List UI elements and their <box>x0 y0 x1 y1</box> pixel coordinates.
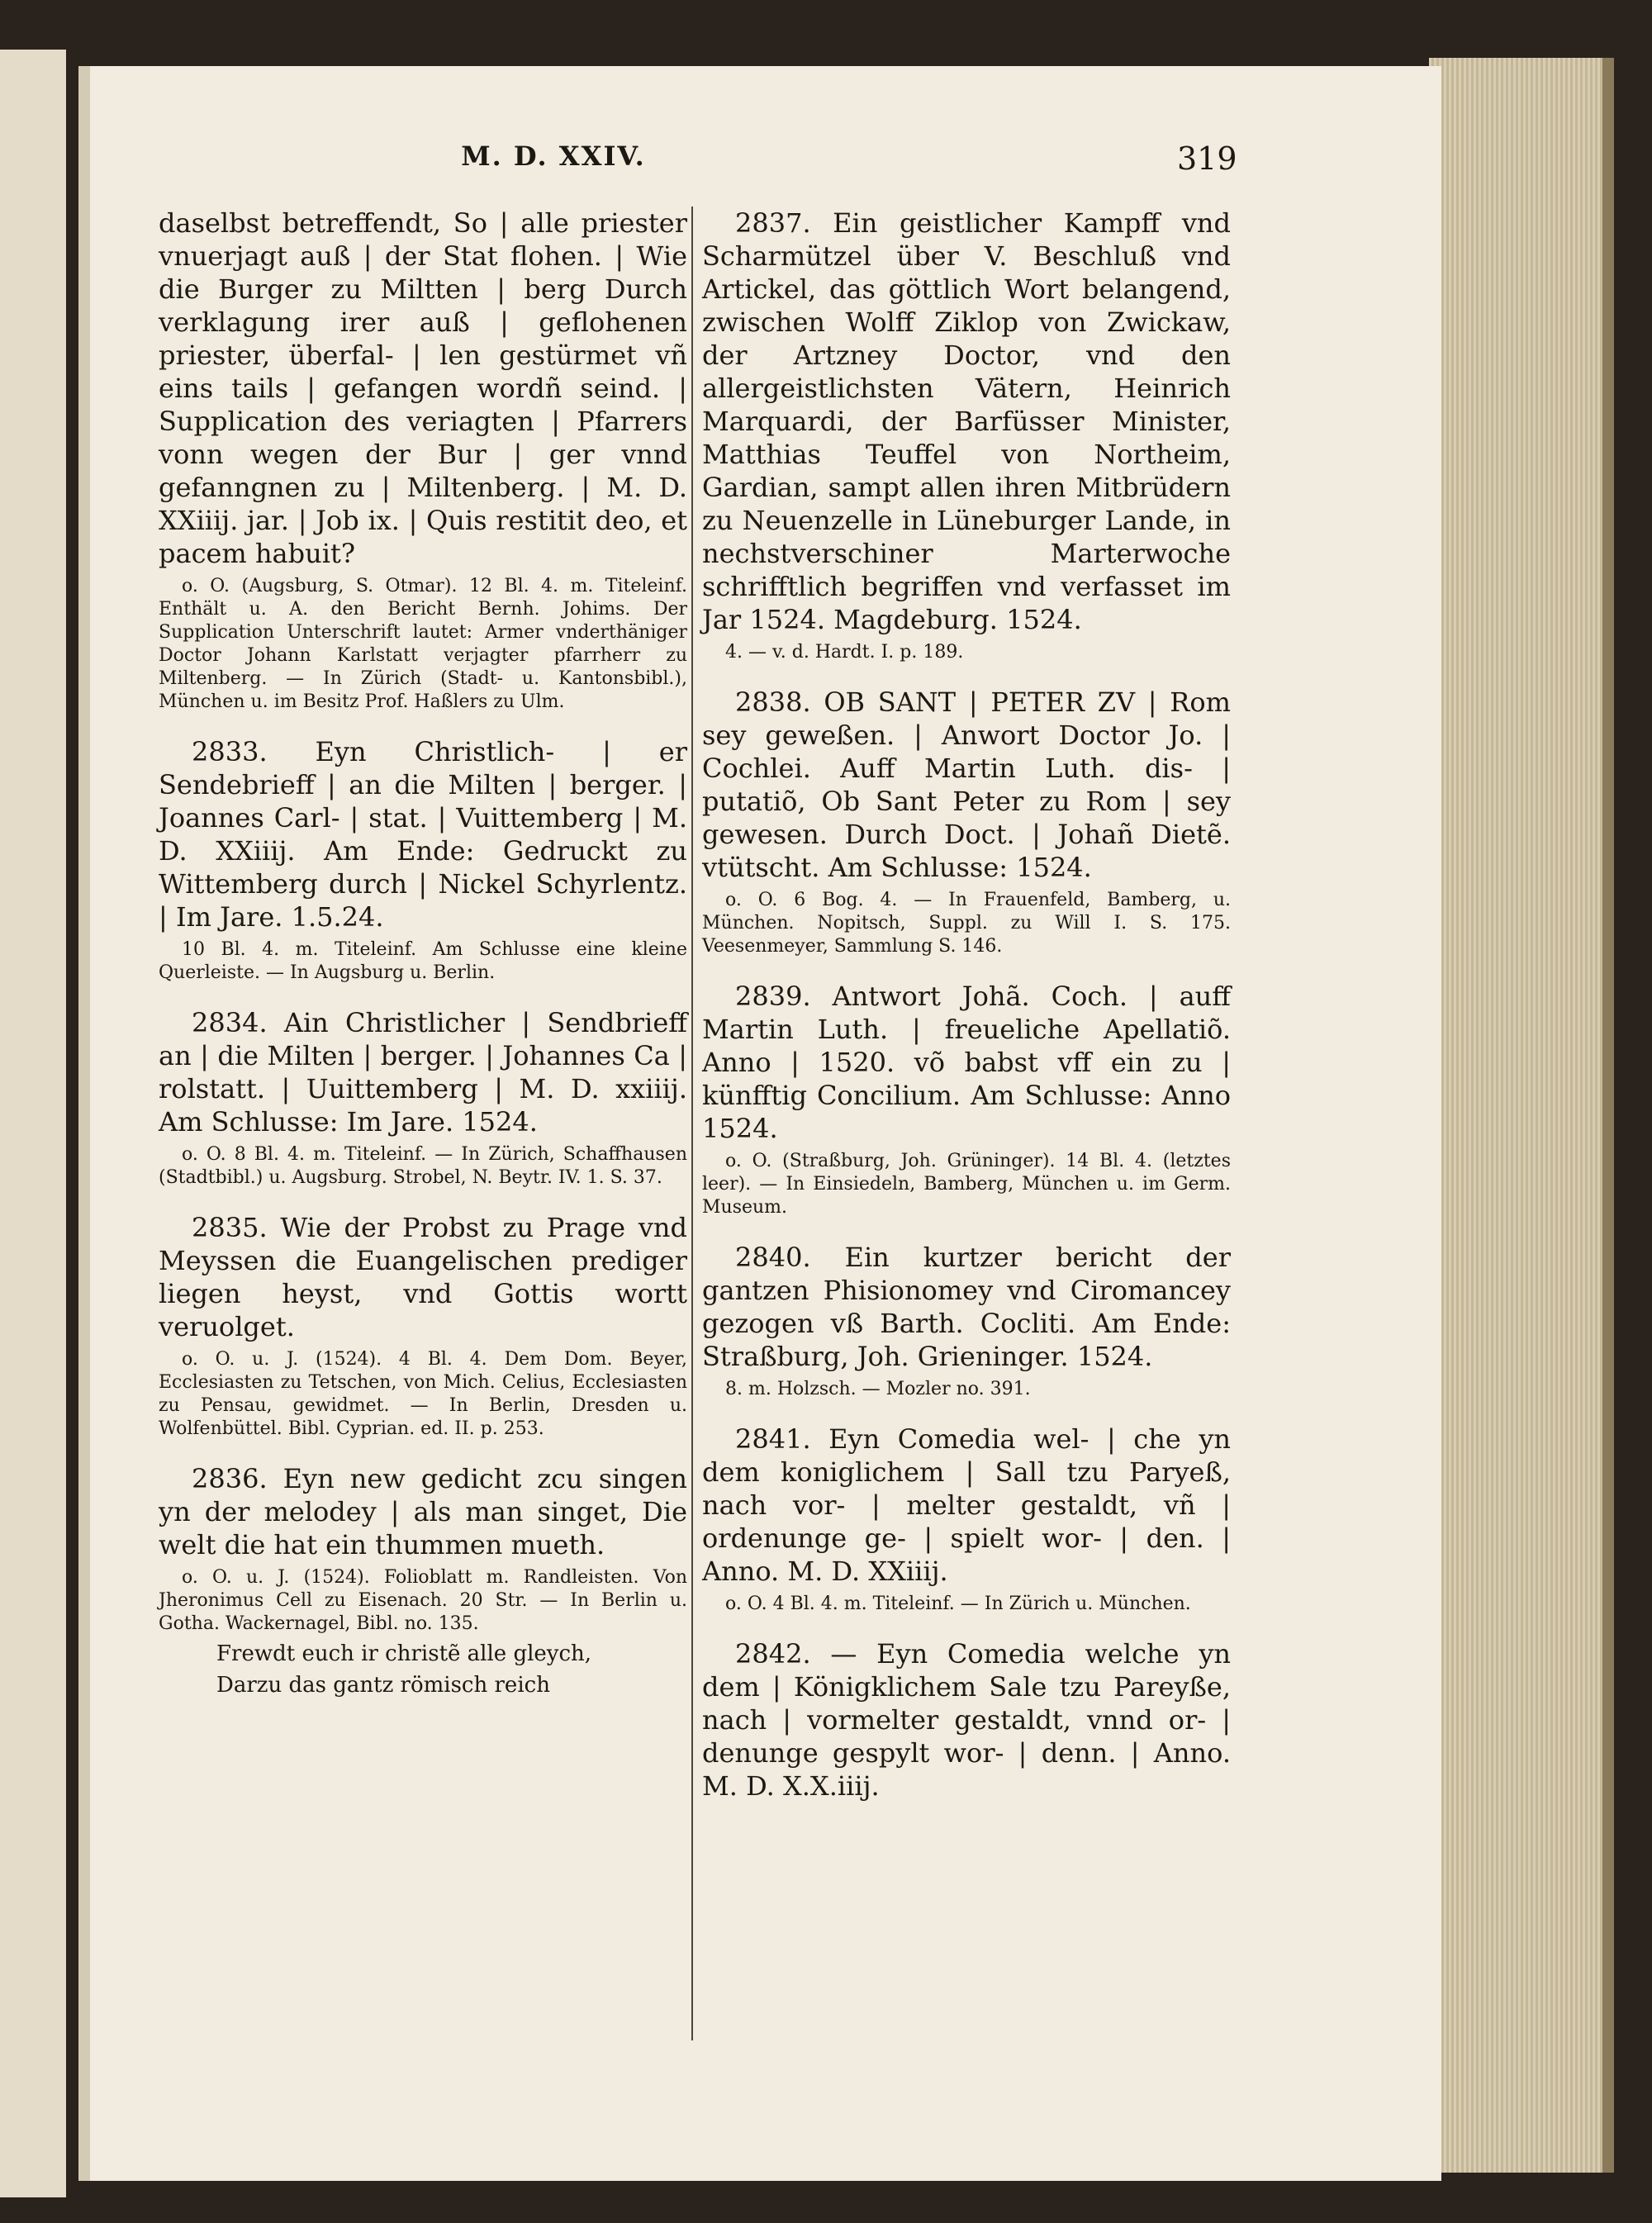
entry-text: 2842. — Eyn Comedia welche yn dem | Königklichem Sale tzu Pareyße, nach | vormelter gestaldt, vnnd or- | denunge gespylt wor- | denn. | Anno. M. D. X.X.iiij. <box>702 1638 1231 1802</box>
entry-note: o. O. 8 Bl. 4. m. Titeleinf. — In Zürich, Schaffhausen (Stadtbibl.) u. Augsburg. Strobel, N. Beytr. IV. 1. S. 37. <box>159 1144 687 1188</box>
entry-note: 8. m. Holzsch. — Mozler no. 391. <box>725 1379 1031 1399</box>
entry-note: o. O. (Augsburg, S. Otmar). 12 Bl. 4. m. Titeleinf. Enthält u. A. den Bericht Bernh. Johims. Der Supplication Unterschrift lautet: Armer vnderthäniger Doctor Johann Karlstatt verjagter pfarrherr zu Miltenberg. — In Zürich (Stadt- u. Kantonsbibl.), München u. im Besitz Prof. Haßlers zu Ulm. <box>159 576 687 712</box>
entry-2840 <box>702 1241 1231 1401</box>
entry-text: 2833. Eyn Christlich- | er Sendebrieff | an die Milten | berger. | Joannes Carl- | stat. | Vuittemberg | M. D. XXiiij. Am Ende: Gedruckt zu Wittemberg durch | Nickel Schyrlentz. | Im Jare. 1.5.24. <box>159 736 687 933</box>
entry-text: 2839. Antwort Johã. Coch. | auff Martin Luth. | freueliche Apellatiõ. Anno | 1520. võ babst vff ein zu | künfftig Concilium. Am Schlusse: Anno 1524. <box>702 981 1231 1144</box>
entry-2837 <box>702 207 1231 664</box>
entry-text: 2841. Eyn Comedia wel- | che yn dem koniglichem | Sall tzu Paryeß, nach vor- | melter gestaldt, vñ | ordenunge ge- | spielt wor- | den. | Anno. M. D. XXiiij. <box>702 1423 1231 1587</box>
running-head: M. D. XXIV. <box>461 140 646 172</box>
page-gutter <box>78 66 90 2181</box>
verse-line: Darzu das gantz römisch reich <box>216 1673 550 1698</box>
entry-2833 <box>159 735 687 985</box>
book-page <box>78 66 1441 2181</box>
verse-line: Frewdt euch ir christẽ alle gleych, <box>216 1641 592 1666</box>
page-block-edge <box>1429 58 1614 2173</box>
entry-note: 10 Bl. 4. m. Titeleinf. Am Schlusse eine kleine Querleiste. — In Augsburg u. Berlin. <box>159 939 687 983</box>
entry-note: o. O. 4 Bl. 4. m. Titeleinf. — In Zürich u. München. <box>725 1594 1191 1614</box>
entry-text: 2835. Wie der Probst zu Prage vnd Meyssen die Euangelischen prediger liegen heyst, vnd Gottis wortt veruolget. <box>159 1212 687 1342</box>
entry-2838 <box>702 686 1231 958</box>
entry-text: 2834. Ain Christlicher | Sendbrieff an | die Milten | berger. | Johannes Ca | rolstatt. | Uuittemberg | M. D. xxiiij. Am Schlusse: Im Jare. 1524. <box>159 1007 687 1138</box>
entry-text: 2840. Ein kurtzer bericht der gantzen Phisionomey vnd Ciromancey gezogen vß Barth. Cocliti. Am Ende: Straßburg, Joh. Grieninger. 1524. <box>702 1242 1231 1372</box>
entry-text: 2838. OB SANT | PETER ZV | Rom sey geweßen. | Anwort Doctor Jo. | Cochlei. Auff Martin Luth. dis- | putatiõ, Ob Sant Peter zu Rom | sey gewesen. Durch Doct. | Johañ Dietẽ. vtütscht. Am Schlusse: 1524. <box>702 686 1231 883</box>
left-column <box>159 207 687 1720</box>
entry-2839 <box>702 980 1231 1219</box>
entry-text: daselbst betreffendt, So | alle priester vnuerjagt auß | der Stat flohen. | Wie die Burger zu Miltten | berg Durch verklagung irer auß | geflohenen priester, überfal- | len gestürmet vñ eins tails | gefangen wordñ seind. | Supplication des veriagten | Pfarrers vonn wegen der Bur | ger vnnd gefanngnen zu | Miltenberg. | M. D. XXiiij. jar. | Job ix. | Quis restitit deo, et pacem habuit? <box>159 207 687 569</box>
entry-2836 <box>159 1462 687 1698</box>
entry-text: 2837. Ein geistlicher Kampff vnd Scharmützel über V. Beschluß vnd Artickel, das göttlich Wort belangend, zwischen Wolff Ziklop von Zwickaw, der Artzney Doctor, vnd den allergeistlichsten Vätern, Heinrich Marquardi, der Barfüsser Minister, Matthias Teuffel von Northeim, Gardian, sampt allen ihren Mitbrüdern zu Neuenzelle in Lüneburger Lande, in nechstverschiner Marterwoche schrifftlich begriffen vnd verfasset im Jar 1524. Magdeburg. 1524. <box>702 207 1231 635</box>
page-number: 319 <box>1177 140 1237 177</box>
entry-2842 <box>702 1637 1231 1803</box>
entry-note: o. O. (Straßburg, Joh. Grüninger). 14 Bl. 4. (letztes leer). — In Einsiedeln, Bamberg, München u. im Germ. Museum. <box>702 1151 1231 1218</box>
entry-2835 <box>159 1211 687 1441</box>
entry-note: 4. — v. d. Hardt. I. p. 189. <box>725 642 964 663</box>
left-page-edge <box>0 50 66 2197</box>
entry-2834 <box>159 1006 687 1190</box>
right-column <box>702 207 1231 1824</box>
entry-note: o. O. u. J. (1524). Folioblatt m. Randleisten. Von Jheronimus Cell zu Eisenach. 20 Str. — In Berlin u. Gotha. Wackernagel, Bibl. no. 135. <box>159 1567 687 1634</box>
entry-continuation <box>159 207 687 714</box>
entry-text: 2836. Eyn new gedicht zcu singen yn der melodey | als man singet, Die welt die hat ein thummen mueth. <box>159 1463 687 1560</box>
column-rule <box>691 207 693 2040</box>
entry-note: o. O. 6 Bog. 4. — In Frauenfeld, Bamberg, u. München. Nopitsch, Suppl. zu Will I. S. 175. Veesenmeyer, Sammlung S. 146. <box>702 890 1231 957</box>
entry-2841 <box>702 1423 1231 1616</box>
entry-note: o. O. u. J. (1524). 4 Bl. 4. Dem Dom. Beyer, Ecclesiasten zu Tetschen, von Mich. Celius, Ecclesiasten zu Pensau, gewidmet. — In Berlin, Dresden u. Wolfenbüttel. Bibl. Cyprian. ed. II. p. 253. <box>159 1349 687 1439</box>
